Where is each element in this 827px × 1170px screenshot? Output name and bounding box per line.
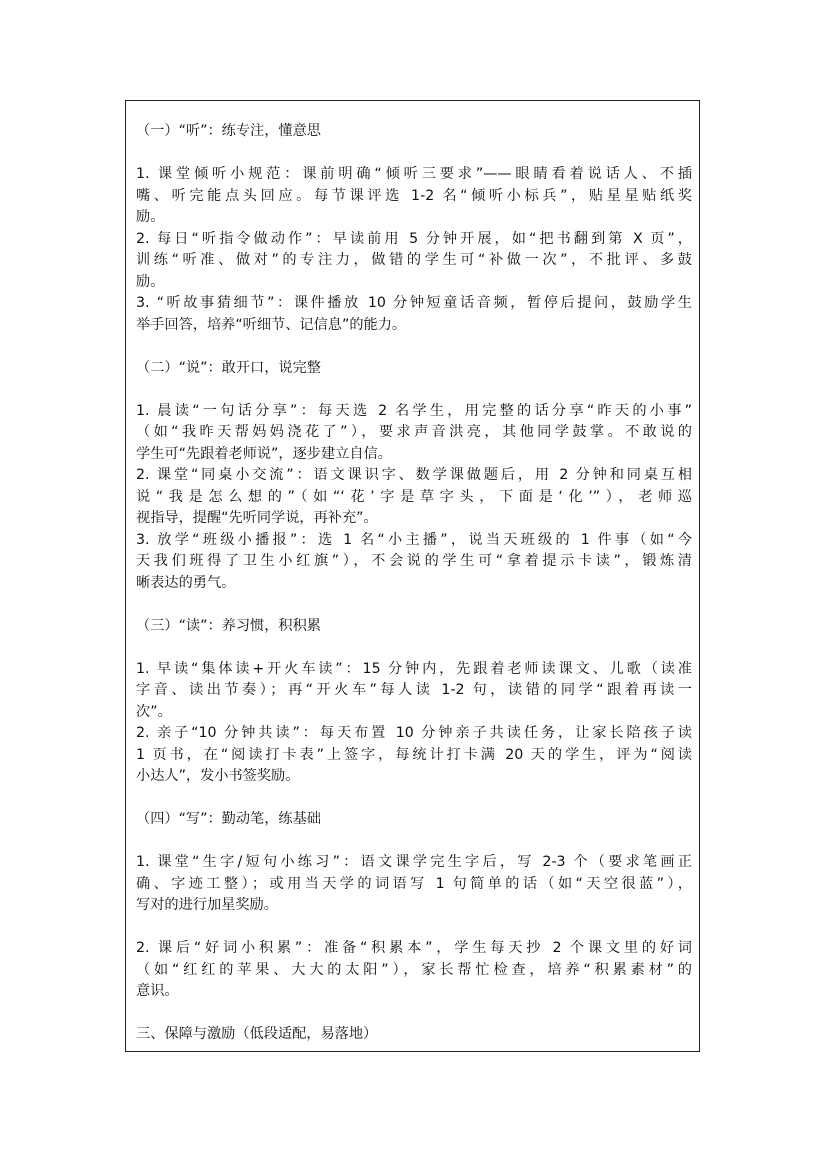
document-content bbox=[136, 121, 692, 1046]
paragraph-line: 举手回答，培养“听细节、记信息”的能力。 bbox=[136, 316, 407, 333]
paragraph-line: 3. 放学“班级小播报”：选 1 名“小主播”，说当天班级的 1 件事（如“今 bbox=[136, 531, 692, 548]
paragraph-line: 字音、读出节奏）；再“开火车”每人读 1-2 句，读错的同学“跟着再读一 bbox=[136, 682, 692, 698]
paragraph-line: 说“我是怎么想的”（如“‘花’字是草字头，下面是‘化’”），老师巡 bbox=[136, 488, 692, 505]
section-body-speak bbox=[136, 401, 692, 595]
paragraph-line: 嘴、听完能点头回应。每节课评选 1-2 名“倾听小标兵”，贴星星贴纸奖 bbox=[136, 187, 692, 204]
paragraph-line: 励。 bbox=[136, 209, 165, 225]
document-table-cell bbox=[125, 100, 700, 1052]
section-heading-read: （三）“读”：养习惯，积积累 bbox=[136, 617, 321, 634]
section-body-read bbox=[136, 659, 692, 788]
paragraph-line: 1. 课堂“生字/短句小练习”：语文课学完生字后，写 2-3 个（要求笔画正 bbox=[136, 854, 692, 870]
paragraph-line: 2. 课堂“同桌小交流”：语文课识字、数学课做题后，用 2 分钟和同桌互相 bbox=[136, 467, 692, 483]
paragraph-line: 晰表达的勇气。 bbox=[136, 574, 236, 591]
paragraph-line: 励。 bbox=[136, 273, 165, 290]
paragraph-line: 训练“听准、做对”的专注力，做错的学生可“补做一次”，不批评、多鼓 bbox=[136, 252, 692, 268]
paragraph-line: 2. 每日“听指令做动作”：早读前用 5 分钟开展，如“把书翻到第 X 页”， bbox=[136, 230, 692, 247]
paragraph-line: 学生可“先跟着老师说”，逐步建立自信。 bbox=[136, 445, 392, 462]
section-heading-write: （四）“写”：勤动笔，练基础 bbox=[136, 811, 321, 827]
paragraph-line: （如“红红的苹果、大大的太阳”），家长帮忙检查，培养“积累素材”的 bbox=[136, 961, 692, 978]
section-heading-listen: （一）“听”：练专注，懂意思 bbox=[136, 123, 321, 139]
paragraph-line: 1. 晨读“一句话分享”：每天选 2 名学生，用完整的话分享“昨天的小事” bbox=[136, 402, 692, 419]
paragraph-line: 视指导，提醒“先听同学说，再补充”。 bbox=[136, 510, 378, 526]
paragraph-line: 确、字迹工整）；或用当天学的词语写 1 句简单的话（如“天空很蓝”）， bbox=[136, 875, 692, 892]
paragraph-line: 2. 亲子“10 分钟共读”：每天布置 10 分钟亲子共读任务，让家长陪孩子读 bbox=[136, 725, 692, 741]
paragraph-line: 1. 早读“集体读+开火车读”：15 分钟内，先跟着老师读课文、儿歌（读准 bbox=[136, 660, 692, 677]
paragraph-line: 2. 课后“好词小积累”：准备“积累本”，学生每天抄 2 个课文里的好词 bbox=[136, 940, 692, 956]
section-body-listen bbox=[136, 164, 692, 336]
paragraph-line: 次”。 bbox=[136, 703, 172, 720]
section-body-write bbox=[136, 852, 692, 1003]
paragraph-line: 意识。 bbox=[136, 983, 179, 999]
paragraph-line: 小达人”，发小书签奖励。 bbox=[136, 768, 300, 784]
paragraph-line: 写对的进行加星奖励。 bbox=[136, 897, 278, 913]
paragraph-line: 天我们班得了卫生小红旗”），不会说的学生可“拿着提示卡读”，锻炼清 bbox=[136, 553, 692, 569]
paragraph-line: 1. 课堂倾听小规范：课前明确“倾听三要求”——眼睛看着说话人、不插 bbox=[136, 166, 692, 182]
section-heading-guarantee: 三、保障与激励（低段适配，易落地） bbox=[136, 1026, 378, 1042]
paragraph-line: （如“我昨天帮妈妈浇花了”），要求声音洪亮，其他同学鼓掌。不敢说的 bbox=[136, 424, 692, 440]
paragraph-line: 1 页书，在“阅读打卡表”上签字，每统计打卡满 20 天的学生，评为“阅读 bbox=[136, 746, 692, 763]
section-heading-speak: （二）“说”：敢开口，说完整 bbox=[136, 359, 321, 376]
paragraph-line: 3. “听故事猜细节”：课件播放 10 分钟短童话音频，暂停后提问，鼓励学生 bbox=[136, 295, 692, 311]
